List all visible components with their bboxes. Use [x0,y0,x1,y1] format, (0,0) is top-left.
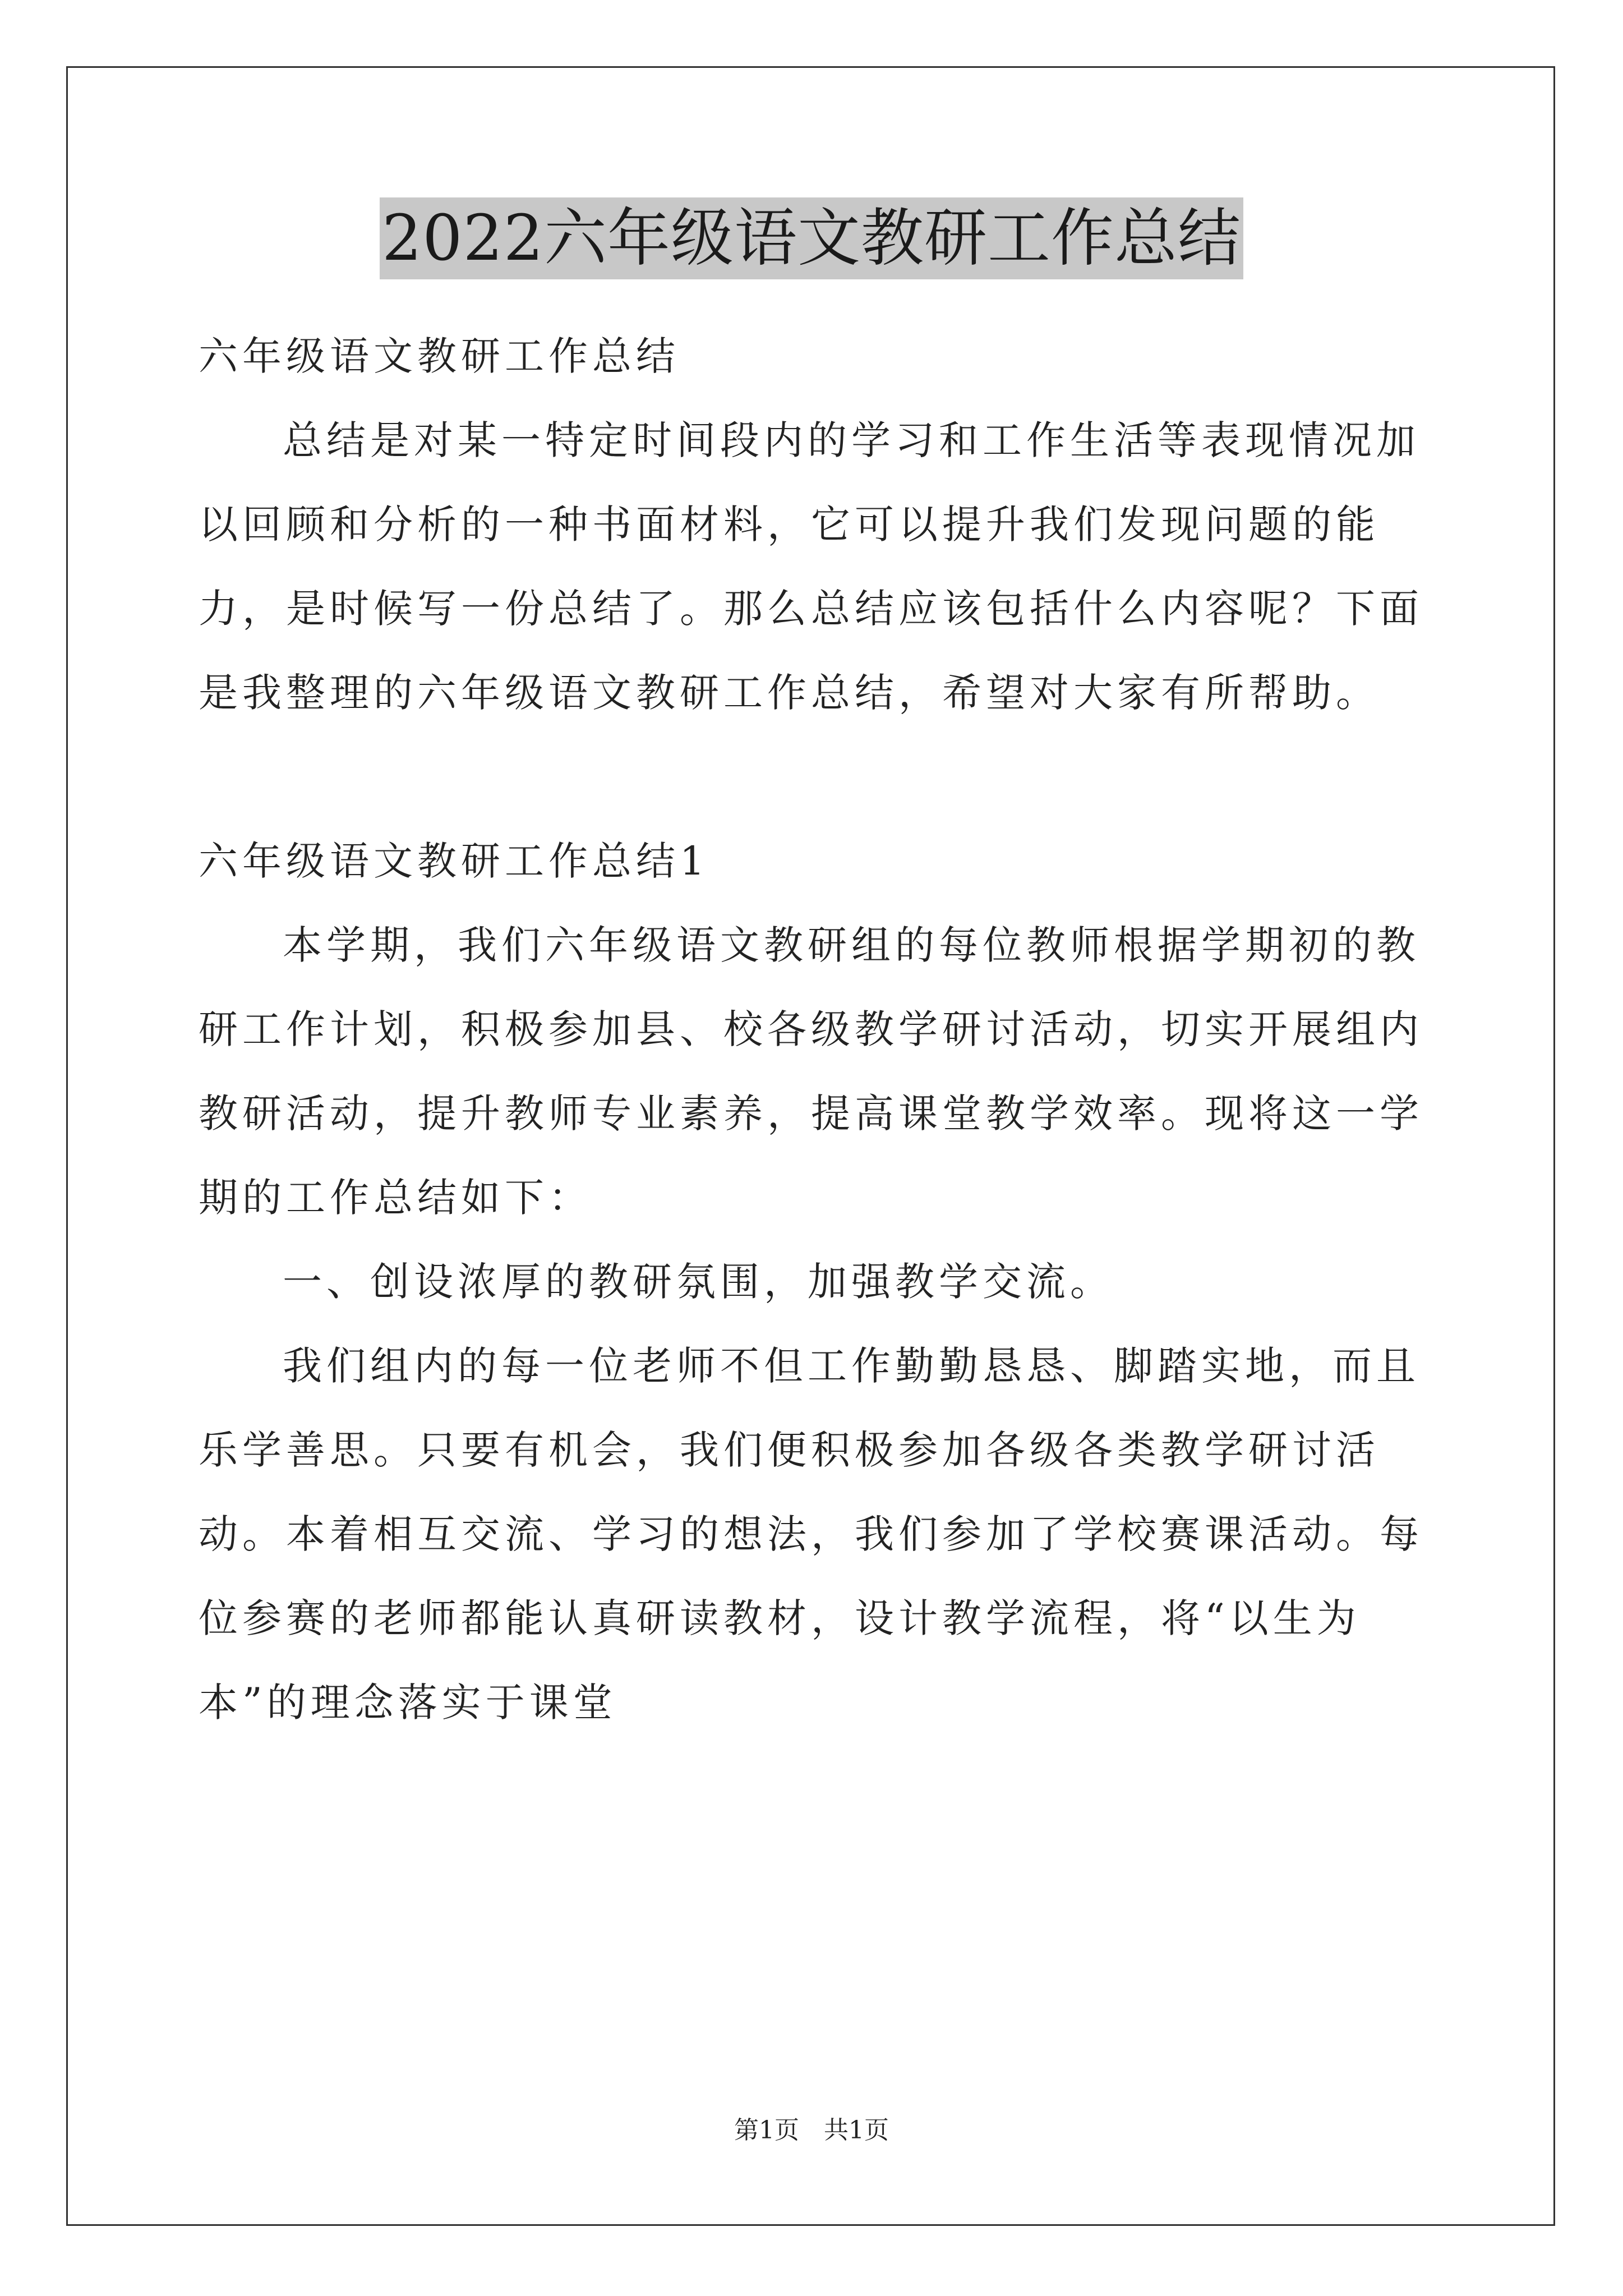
section-heading: 六年级语文教研工作总结1 [199,838,709,884]
intro-paragraph: 总结是对某一特定时间段内的学习和工作生活等表现情况加以回顾和分析的一种书面材料，它可以提升我们发现问题的能力，是时候写一份总结了。那么总结应该包括什么内容呢？下面是我整理的六年级语文教研工作总结，希望对大家有所帮助。 [199,417,1423,716]
title-wrap [0,197,1623,279]
point-one-paragraph: 我们组内的每一位老师不但工作勤勤恳恳、脚踏实地，而且乐学善思。只要有机会，我们便积极参加各级各类教学研讨活动。本着相互交流、学习的想法，我们参加了学校赛课活动。每位参赛的老师都能认真研读教材，设计教学流程，将“以生为本”的理念落实于课堂 [199,1343,1423,1726]
point-one-heading: 一、创设浓厚的教研氛围，加强教学交流。 [283,1259,1114,1305]
subtitle: 六年级语文教研工作总结 [199,333,680,379]
spacer [199,735,1449,819]
section-intro-paragraph: 本学期，我们六年级语文教研组的每位教师根据学期初的教研工作计划，积极参加县、校各级教学研讨活动，切实开展组内教研活动，提升教师专业素养，提高课堂教学效率。现将这一学期的工作总结如下： [199,922,1423,1221]
document-body [199,314,1449,1745]
document-title: 2022六年级语文教研工作总结 [380,197,1243,279]
page-footer: 第1页 共1页 [734,2116,889,2145]
